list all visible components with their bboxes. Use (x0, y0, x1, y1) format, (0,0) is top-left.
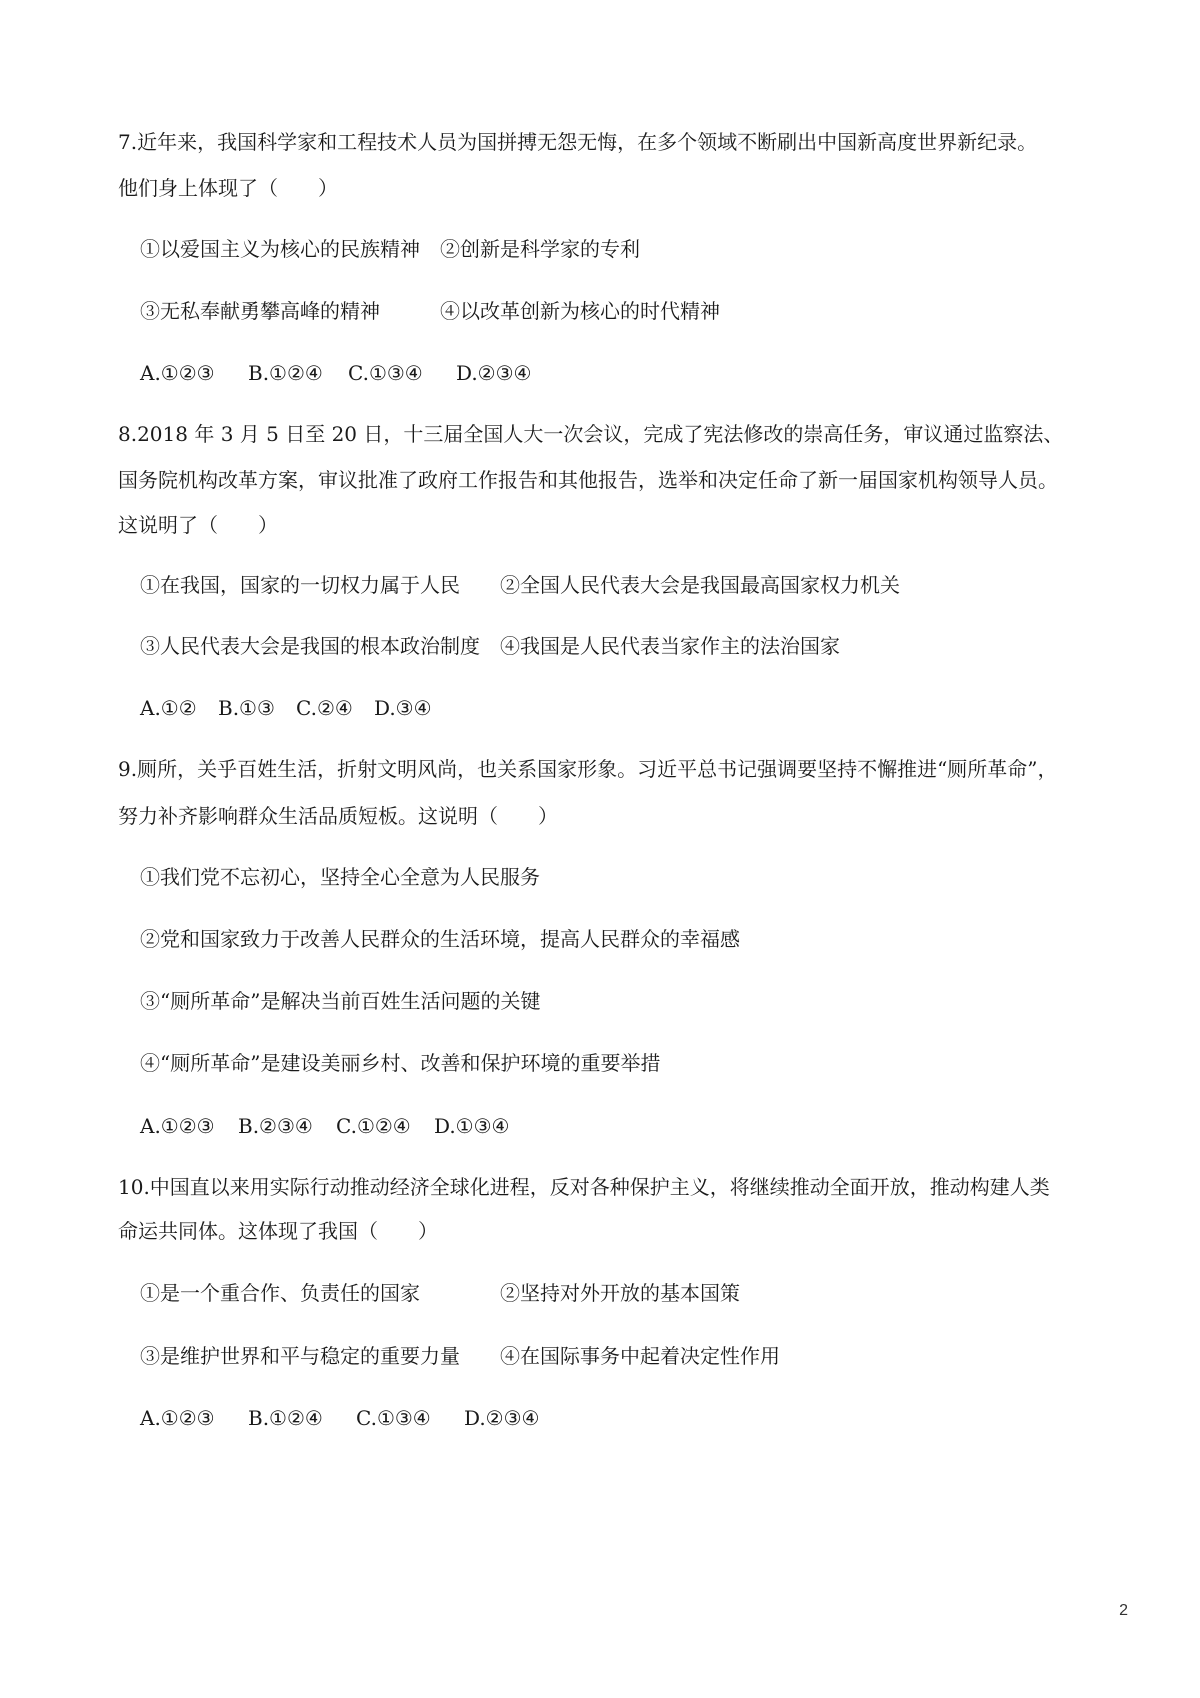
question-9-choices (140, 1112, 509, 1140)
choice-a: A.①② (140, 696, 197, 720)
question-8-option-row-1: ①在我国，国家的一切权力属于人民 ②全国人民代表大会是我国最高国家权力机关 (140, 573, 900, 597)
choice-d: D.②③④ (456, 361, 532, 385)
question-9-option-2: ②党和国家致力于改善人民群众的生活环境，提高人民群众的幸福感 (140, 927, 740, 951)
choice-c: C.①③④ (348, 361, 423, 385)
question-7-option-row-2: ③无私奉献勇攀高峰的精神 ④以改革创新为核心的时代精神 (140, 299, 720, 323)
question-9-option-4: ④“厕所革命”是建设美丽乡村、改善和保护环境的重要举措 (140, 1051, 661, 1075)
question-9-line-1: 9.厕所，关乎百姓生活，折射文明风尚，也关系国家形象。习近平总书记强调要坚持不懈推进“厕所革命”， (118, 757, 1058, 781)
question-7-choices (140, 359, 531, 387)
choice-a: A.①②③ (140, 1406, 215, 1430)
question-8-choices (140, 694, 432, 722)
question-10-choices (140, 1404, 539, 1432)
question-8-option-row-2: ③人民代表大会是我国的根本政治制度 ④我国是人民代表当家作主的法治国家 (140, 634, 840, 658)
choice-c: C.①③④ (356, 1406, 431, 1430)
question-9-line-2: 努力补齐影响群众生活品质短板。这说明（ ） (118, 804, 558, 828)
question-10-line-2: 命运共同体。这体现了我国（ ） (118, 1219, 438, 1243)
question-8-line-1: 8.2018 年 3 月 5 日至 20 日，十三届全国人大一次会议，完成了宪法修改的崇高任务，审议通过监察法、 (118, 422, 1064, 446)
question-10-option-row-2: ③是维护世界和平与稳定的重要力量 ④在国际事务中起着决定性作用 (140, 1344, 780, 1368)
question-7-option-row-1: ①以爱国主义为核心的民族精神 ②创新是科学家的专利 (140, 237, 640, 261)
choice-b: B.①②④ (248, 361, 323, 385)
choice-d: D.②③④ (464, 1406, 540, 1430)
choice-b: B.①②④ (248, 1406, 323, 1430)
choice-c: C.②④ (296, 696, 353, 720)
choice-a: A.①②③ (140, 1114, 215, 1138)
question-7-line-2: 他们身上体现了（ ） (118, 176, 338, 200)
choice-c: C.①②④ (336, 1114, 411, 1138)
choice-a: A.①②③ (140, 361, 215, 385)
question-9-option-3: ③“厕所革命”是解决当前百姓生活问题的关键 (140, 989, 541, 1013)
page-number: 2 (1119, 1602, 1128, 1619)
question-10-option-row-1: ①是一个重合作、负责任的国家 ②坚持对外开放的基本国策 (140, 1281, 740, 1305)
question-8-line-2: 国务院机构改革方案，审议批准了政府工作报告和其他报告，选举和决定任命了新一届国家机构领导人员。 (118, 468, 1058, 492)
choice-b: B.②③④ (238, 1114, 313, 1138)
question-9-option-1: ①我们党不忘初心，坚持全心全意为人民服务 (140, 865, 540, 889)
question-8-line-3: 这说明了（ ） (118, 513, 278, 537)
choice-b: B.①③ (218, 696, 275, 720)
question-10-line-1: 10.中国直以来用实际行动推动经济全球化进程，反对各种保护主义，将继续推动全面开放，推动构建人类 (118, 1175, 1050, 1199)
choice-d: D.①③④ (434, 1114, 510, 1138)
choice-d: D.③④ (374, 696, 432, 720)
question-7-line-1: 7.近年来，我国科学家和工程技术人员为国拼搏无怨无悔，在多个领域不断刷出中国新高度世界新纪录。 (118, 130, 1038, 154)
